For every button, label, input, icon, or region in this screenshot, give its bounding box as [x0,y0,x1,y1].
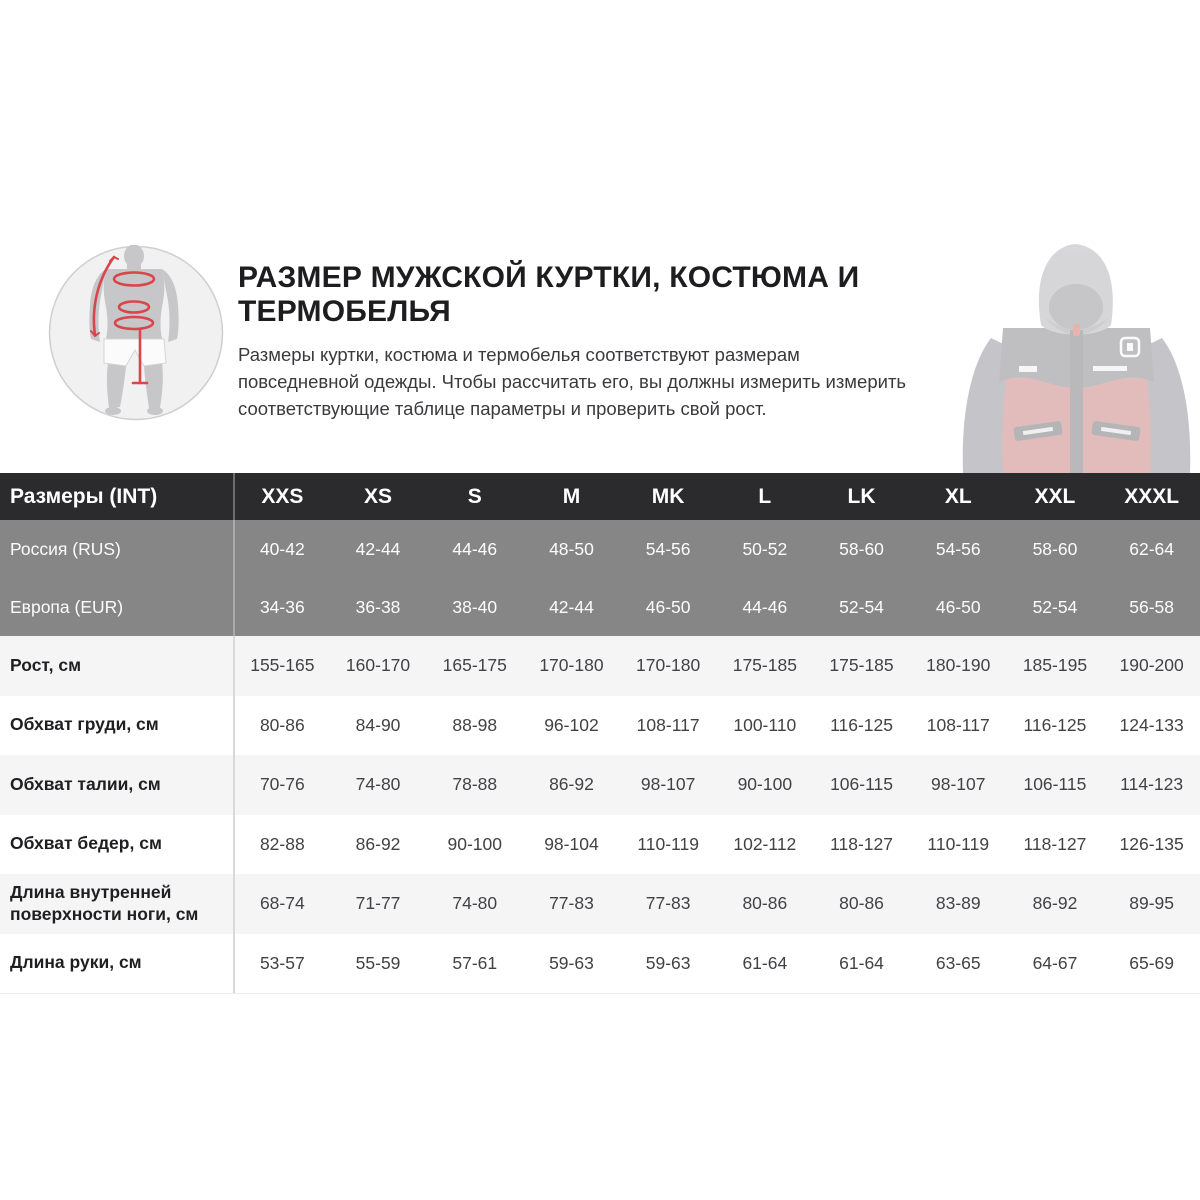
region-row-label: Россия (RUS) [10,538,121,559]
measure-value-cell: 98-107 [930,774,986,795]
measure-value-cell: 63-65 [935,952,981,973]
table-row [0,755,1200,815]
measure-value-cell: 74-80 [355,774,401,795]
size-value-cell: 42-44 [549,596,594,617]
measure-value-cell: 110-119 [927,833,990,854]
measure-row-label: Обхват груди, см [10,714,159,735]
size-table [0,473,1200,994]
measure-value-cell: 86-92 [355,833,401,854]
size-value-cell: 58-60 [1032,538,1078,559]
table-row [0,815,1200,875]
measure-value-cell: 55-59 [355,952,401,973]
measure-value-cell: 61-64 [742,952,788,973]
measure-value-cell: 74-80 [452,893,498,914]
measure-value-cell: 106-115 [1023,774,1087,795]
measure-value-cell: 185-195 [1022,655,1088,676]
measure-value-cell: 57-61 [452,952,498,973]
size-header-cell: MK [651,484,685,508]
measure-value-cell: 116-125 [830,714,893,735]
measure-value-cell: 59-63 [645,952,691,973]
jacket-image-svg [953,228,1200,473]
jacket-product-photo [953,228,1200,473]
measure-value-cell: 77-83 [549,893,594,914]
measure-value-cell: 59-63 [549,952,594,973]
size-value-cell: 52-54 [839,596,884,617]
measure-value-cell: 70-76 [233,755,330,815]
measure-value-cell: 190-200 [1119,655,1184,676]
measure-value-cell: 90-100 [447,833,502,854]
measure-value-cell: 108-117 [636,714,700,735]
measure-value-cell: 83-89 [935,893,981,914]
table-corner-label: Размеры (INT) [10,484,158,508]
size-value-cell: 34-36 [233,578,330,636]
measure-value-cell: 165-175 [442,655,507,676]
measure-value-cell: 118-127 [830,833,893,854]
measure-value-cell: 64-67 [1032,952,1078,973]
measure-value-cell: 78-88 [452,774,498,795]
measure-value-cell: 53-57 [233,934,330,994]
size-value-cell: 62-64 [1129,538,1175,559]
measure-value-cell: 80-86 [742,893,788,914]
measure-value-cell: 61-64 [839,952,884,973]
size-header-cell: L [758,484,772,508]
size-header-cell: S [467,484,482,508]
measure-row-label: Длина руки, см [10,952,142,973]
page-description: Размеры куртки, костюма и термобелья соответствуют размерам повседневной одежды. Чтобы рассчитать его, вы должны измерить измерить соответствующие таблице параметры и проверить свой рост. [238,343,907,419]
measure-value-cell: 86-92 [549,774,594,795]
measure-value-cell: 71-77 [355,893,401,914]
table-row [0,473,1200,520]
size-header-cell: XXL [1034,484,1076,508]
table-row [0,520,1200,578]
measure-row-label: Рост, см [10,654,82,675]
measure-value-cell: 114-123 [1120,774,1184,795]
measure-value-cell: 180-190 [926,655,991,676]
measure-value-cell: 175-185 [829,655,894,676]
table-row [0,874,1200,934]
measure-value-cell: 77-83 [645,893,691,914]
size-header-cell: LK [847,484,876,508]
measure-row-label: Длина внутренней поверхности ноги, см [10,881,199,924]
size-header-cell: M [562,484,581,508]
size-header-cell: XXS [233,473,330,520]
size-value-cell: 54-56 [935,538,981,559]
table-row [0,696,1200,756]
table-row [0,578,1200,636]
measure-value-cell: 175-185 [732,655,797,676]
size-value-cell: 52-54 [1032,596,1078,617]
measure-value-cell: 80-86 [839,893,884,914]
size-header-cell: XS [364,484,393,508]
table-row [0,934,1200,994]
measure-value-cell: 126-135 [1119,833,1184,854]
measure-row-label: Обхват бедер, см [10,833,162,854]
size-value-cell: 38-40 [452,596,498,617]
measure-value-cell: 86-92 [1032,893,1078,914]
size-value-cell: 40-42 [233,520,330,578]
size-value-cell: 44-46 [452,538,498,559]
size-value-cell: 46-50 [645,596,691,617]
measure-value-cell: 102-112 [733,833,797,854]
page-title: РАЗМЕР МУЖСКОЙ КУРТКИ, КОСТЮМА И ТЕРМОБЕЛЬЯ [238,261,860,329]
measure-value-cell: 90-100 [737,774,793,795]
measure-value-cell: 110-119 [637,833,699,854]
table-row [0,636,1200,696]
region-row-label: Европа (EUR) [10,596,124,617]
measure-value-cell: 98-107 [640,774,696,795]
measure-value-cell: 80-86 [233,696,330,756]
measure-value-cell: 68-74 [233,874,330,934]
size-value-cell: 46-50 [935,596,981,617]
measure-value-cell: 108-117 [926,714,990,735]
measure-value-cell: 155-165 [233,636,330,696]
measure-value-cell: 124-133 [1119,714,1184,735]
size-value-cell: 50-52 [742,538,788,559]
size-value-cell: 44-46 [742,596,788,617]
measure-value-cell: 96-102 [544,714,599,735]
measure-value-cell: 160-170 [345,655,411,676]
size-header-cell: XL [944,484,972,508]
body-measurement-icon-svg [48,245,224,421]
size-value-cell: 42-44 [355,538,401,559]
size-value-cell: 48-50 [549,538,594,559]
size-header-cell: XXXL [1124,484,1180,508]
size-value-cell: 58-60 [839,538,884,559]
size-value-cell: 56-58 [1129,596,1175,617]
size-value-cell: 54-56 [645,538,691,559]
measure-value-cell: 88-98 [452,714,498,735]
measure-value-cell: 98-104 [544,833,599,854]
measure-row-label: Обхват талии, см [10,773,161,794]
body-measurement-icon [48,245,224,421]
measure-value-cell: 84-90 [355,714,401,735]
measure-value-cell: 170-180 [636,655,701,676]
measure-value-cell: 116-125 [1023,714,1087,735]
measure-value-cell: 82-88 [233,815,330,875]
measure-value-cell: 106-115 [830,774,893,795]
measure-value-cell: 100-110 [733,714,797,735]
size-value-cell: 36-38 [355,596,401,617]
measure-value-cell: 89-95 [1129,893,1175,914]
measure-value-cell: 170-180 [539,655,604,676]
measure-value-cell: 118-127 [1023,833,1087,854]
measure-value-cell: 65-69 [1129,952,1175,973]
